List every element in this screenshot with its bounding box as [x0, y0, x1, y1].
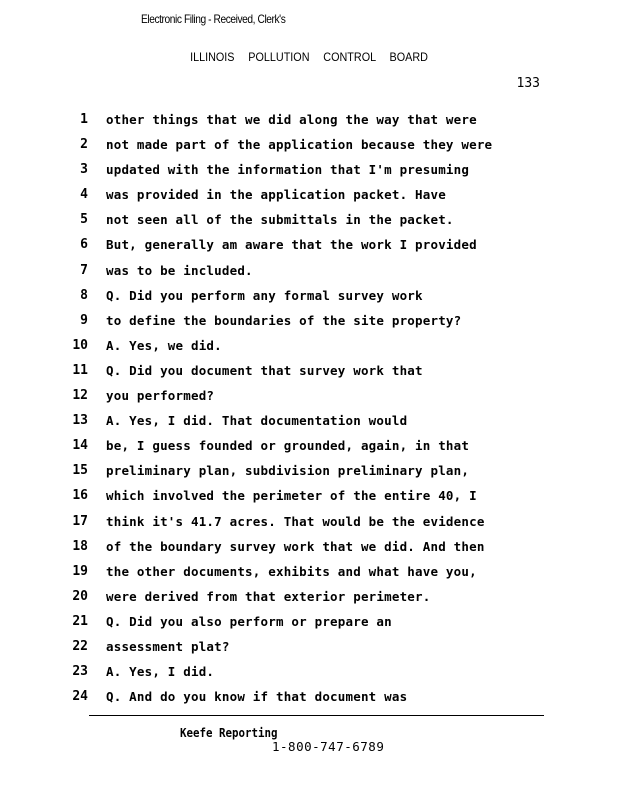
transcript-line [60, 614, 520, 639]
line-text: A. Yes, we did. [106, 337, 222, 353]
line-number: 7 [80, 262, 88, 278]
line-text: was to be included. [106, 262, 253, 278]
line-text: Q. Did you document that survey work that [106, 362, 423, 378]
transcript-line [60, 488, 520, 513]
footer-phone: 1-800-747-6789 [272, 739, 385, 754]
line-text: A. Yes, I did. [106, 664, 215, 680]
transcript-line [60, 137, 520, 162]
transcript-body [60, 112, 520, 714]
line-number: 1 [80, 112, 88, 127]
line-number: 5 [80, 212, 88, 228]
transcript-line [60, 338, 520, 363]
line-number: 9 [80, 312, 88, 328]
line-number: 23 [72, 664, 88, 680]
line-number: 15 [72, 463, 88, 479]
transcript-line [60, 313, 520, 338]
line-number: 21 [72, 613, 88, 629]
line-text: not seen all of the submittals in the packet. [106, 212, 454, 228]
line-text: was provided in the application packet. Have [106, 187, 446, 203]
line-number: 11 [72, 362, 88, 378]
line-number: 4 [80, 187, 88, 203]
line-number: 6 [80, 237, 88, 253]
line-text: think it's 41.7 acres. That would be the evidence [106, 513, 485, 529]
line-text: assessment plat? [106, 638, 230, 654]
line-number: 12 [72, 388, 88, 404]
transcript-line [60, 564, 520, 589]
transcript-line [60, 263, 520, 288]
line-number: 8 [80, 287, 88, 303]
transcript-line [60, 112, 520, 137]
footer-company: Keefe Reporting [180, 726, 278, 740]
board-title: ILLINOIS POLLUTION CONTROL BOARD [190, 50, 428, 64]
line-number: 13 [72, 413, 88, 429]
transcript-line [60, 363, 520, 388]
line-text: A. Yes, I did. That documentation would [106, 413, 408, 429]
line-text: updated with the information that I'm presuming [106, 162, 470, 178]
line-number: 19 [72, 563, 88, 579]
transcript-line [60, 463, 520, 488]
line-text: which involved the perimeter of the entire 40, I [106, 488, 477, 504]
line-text: other things that we did along the way that were [106, 112, 477, 127]
transcript-line [60, 664, 520, 689]
line-text: Q. And do you know if that document was [106, 689, 408, 705]
transcript-line [60, 388, 520, 413]
line-text: to define the boundaries of the site property? [106, 312, 462, 328]
line-number: 14 [72, 438, 88, 454]
line-number: 3 [80, 162, 88, 178]
line-text: But, generally am aware that the work I provided [106, 237, 477, 253]
line-text: were derived from that exterior perimeter. [106, 588, 431, 604]
transcript-line [60, 162, 520, 187]
transcript-line [60, 438, 520, 463]
transcript-line [60, 237, 520, 262]
transcript-line [60, 539, 520, 564]
transcript-line [60, 413, 520, 438]
filing-stamp: Electronic Filing - Received, Clerk's [141, 12, 286, 26]
line-number: 10 [72, 337, 88, 353]
transcript-line [60, 639, 520, 664]
transcript-line [60, 589, 520, 614]
line-number: 24 [72, 689, 88, 705]
transcript-line [60, 514, 520, 539]
line-text: be, I guess founded or grounded, again, in that [106, 438, 470, 454]
line-text: you performed? [106, 388, 215, 404]
line-text: not made part of the application because they were [106, 137, 493, 153]
transcript-line [60, 288, 520, 313]
line-text: the other documents, exhibits and what have you, [106, 563, 477, 579]
page-number: 133 [516, 76, 540, 91]
transcript-line [60, 212, 520, 237]
line-text: of the boundary survey work that we did. And then [106, 538, 485, 554]
line-text: preliminary plan, subdivision preliminary plan, [106, 463, 470, 479]
line-number: 20 [72, 588, 88, 604]
line-number: 17 [72, 513, 88, 529]
line-number: 16 [72, 488, 88, 504]
line-number: 2 [80, 137, 88, 153]
line-text: Q. Did you perform any formal survey work [106, 287, 423, 303]
transcript-line [60, 187, 520, 212]
line-number: 22 [72, 638, 88, 654]
line-text: Q. Did you also perform or prepare an [106, 613, 392, 629]
transcript-line [60, 689, 520, 714]
line-number: 18 [72, 538, 88, 554]
footer-divider [89, 715, 544, 716]
